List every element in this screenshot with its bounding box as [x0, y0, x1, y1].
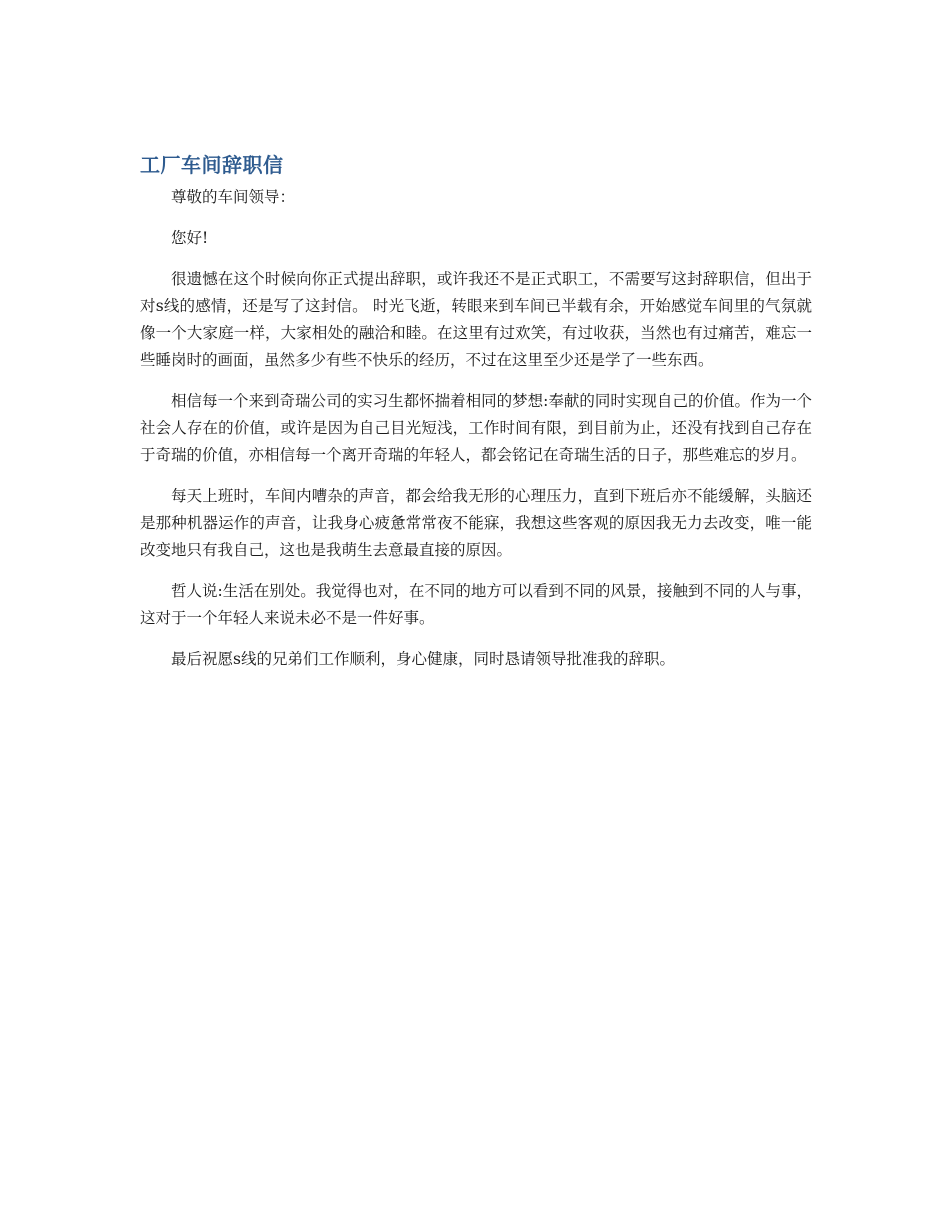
paragraph-5: 最后祝愿s线的兄弟们工作顺利，身心健康，同时恳请领导批准我的辞职。: [171, 650, 675, 668]
greeting: 您好!: [171, 229, 209, 247]
salutation: 尊敬的车间领导：: [171, 188, 296, 206]
paragraph-3: 每天上班时，车间内嘈杂的声音，都会给我无形的心理压力，直到下班后亦不能缓解，头脑还是那种机器运作的声音，让我身心疲惫常常夜不能寐，我想这些客观的原因我无力去改变，唯一能改变地只有我自己，这也是我萌生去意最直接的原因。: [140, 487, 812, 559]
document-body: [140, 150, 812, 687]
paragraph-1: 很遗憾在这个时候向你正式提出辞职，或许我还不是正式职工，不需要写这封辞职信，但出于对s线的感情，还是写了这封信。 时光飞逝，转眼来到车间已半载有余，开始感觉车间里的气氛就像一个大家庭一样，大家相处的融洽和睦。在这里有过欢笑，有过收获，当然也有过痛苦，难忘一些睡岗时的画面，虽然多少有些不快乐的经历，不过在这里至少还是学了一些东西。: [140, 270, 812, 369]
paragraph-2: 相信每一个来到奇瑞公司的实习生都怀揣着相同的梦想:奉献的同时实现自己的价值。作为一个社会人存在的价值，或许是因为自己目光短浅，工作时间有限，到目前为止，还没有找到自己存在于奇瑞的价值，亦相信每一个离开奇瑞的年轻人，都会铭记在奇瑞生活的日子，那些难忘的岁月。: [140, 392, 812, 464]
document-title: 工厂车间辞职信: [140, 153, 284, 177]
paragraph-4: 哲人说:生活在别处。我觉得也对，在不同的地方可以看到不同的风景，接触到不同的人与事，这对于一个年轻人来说未必不是一件好事。: [140, 582, 812, 627]
